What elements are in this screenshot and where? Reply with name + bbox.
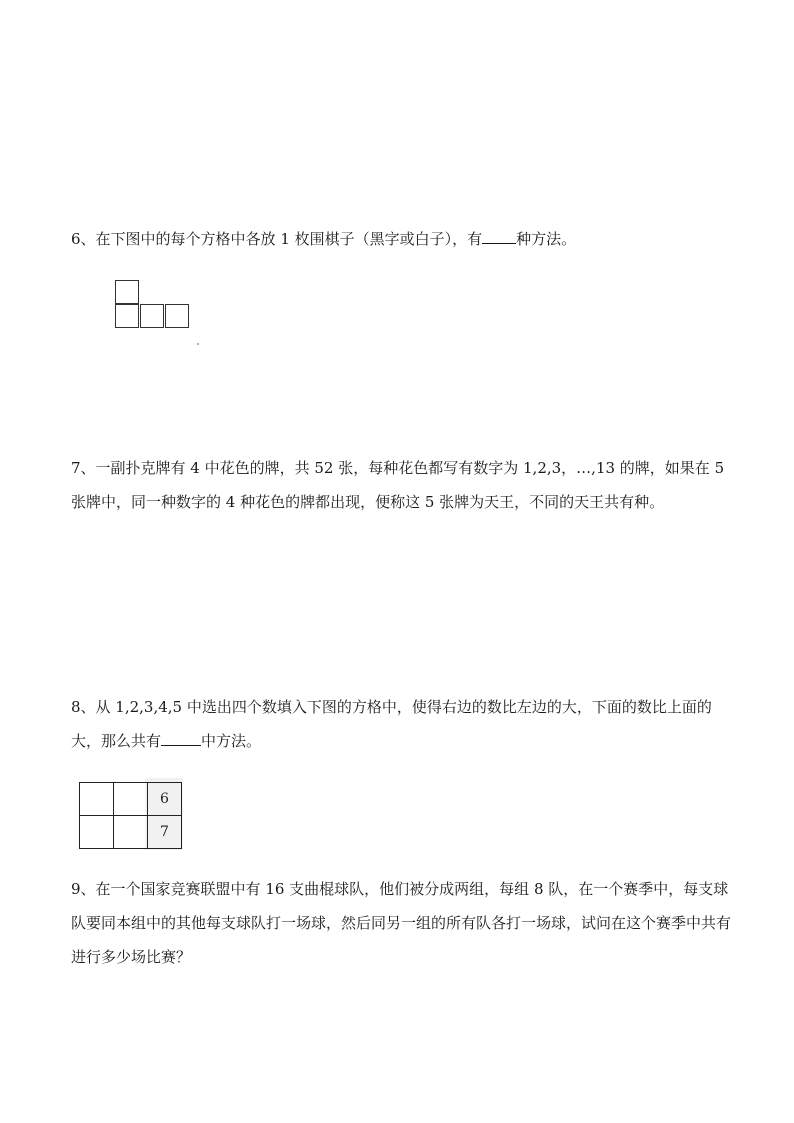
grid-cell <box>79 782 114 816</box>
grid-cell-6: 6 <box>147 782 182 816</box>
answer-blank <box>161 729 201 746</box>
problem-7 <box>71 451 731 519</box>
problem-6 <box>71 222 731 256</box>
problem-8-text-before: 8、从 1,2,3,4,5 中选出四个数填入下图的方格中，使得右边的数比左边的大，下面的数比上面的大，那么共有 <box>71 698 712 750</box>
problem-9 <box>71 872 731 974</box>
number-grid-figure <box>79 782 183 850</box>
grid-cell <box>113 815 148 849</box>
problem-8 <box>71 690 731 758</box>
problem-6-text-before: 6、在下图中的每个方格中各放 1 枚围棋子（黑字或白子），有 <box>71 230 483 248</box>
problem-6-text-after: 种方法。 <box>516 230 577 248</box>
grid-cell <box>113 782 148 816</box>
problem-9-text: 9、在一个国家竞赛联盟中有 16 支曲棍球队，他们被分成两组，每组 8 队，在一个赛季中，每支球队要同本组中的其他每支球队打一场球，然后同另一组的所有队各打一场球，试问在这个赛季中共有进行多少场比赛？ <box>71 880 732 966</box>
grid-cell <box>115 304 139 328</box>
grid-cell-7: 7 <box>147 815 182 849</box>
problem-7-text: 7、一副扑克牌有 4 中花色的牌，共 52 张，每种花色都写有数字为 1,2,3，…,13 的牌，如果在 5 张牌中，同一种数字的 4 种花色的牌都出现，便称这 5 张牌为天王，不同的天王共有种。 <box>71 459 725 511</box>
grid-cell <box>165 304 189 328</box>
answer-blank <box>482 227 516 244</box>
stray-dot <box>197 343 199 345</box>
grid-cell <box>115 280 139 304</box>
grid-cell <box>79 815 114 849</box>
grid-cell <box>140 304 164 328</box>
problem-8-text-after: 中方法。 <box>201 732 262 750</box>
l-shape-grid-figure <box>115 280 195 336</box>
